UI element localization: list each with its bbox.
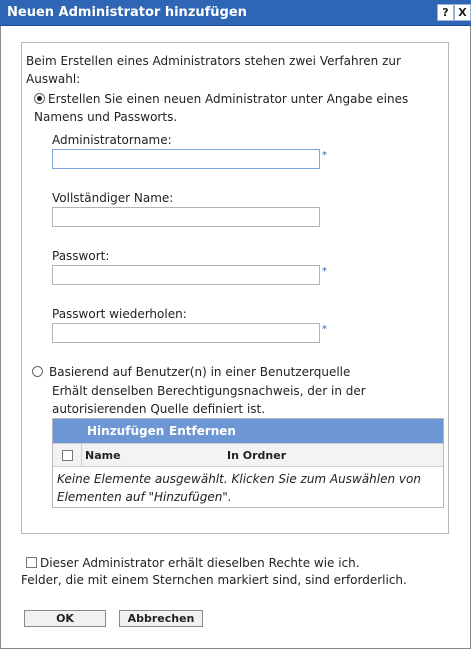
user-selection-grid [52,418,444,508]
user-source-description: Erhält denselben Berechtigungsnachweis, der in der autorisierenden Quelle definiert ist. [52,384,366,416]
password-required-marker: * [322,266,327,277]
help-icon[interactable]: ? [437,4,454,21]
intro-text: Beim Erstellen eines Administrators stehen zwei Verfahren zur Auswahl: [26,54,401,86]
ok-button[interactable]: OK [24,610,106,627]
required-footnote: Felder, die mit einem Sternchen markiert sind, sind erforderlich. [21,573,407,587]
column-header-name[interactable]: Name [85,449,121,462]
close-icon[interactable]: X [454,4,471,21]
admin-name-label: Administratorname: [52,133,172,147]
admin-name-required-marker: * [322,150,327,161]
radio-new-admin-label[interactable]: Erstellen Sie einen neuen Administrator unter Angabe eines Namens und Passworts. [34,92,409,124]
window-titlebar [0,0,471,26]
window-title: Neuen Administrator hinzufügen [7,5,247,20]
password-repeat-input[interactable] [52,323,320,343]
password-repeat-required-marker: * [322,324,327,335]
column-header-folder[interactable]: In Ordner [227,449,287,462]
admin-name-input[interactable] [52,149,320,169]
password-repeat-label: Passwort wiederholen: [52,307,187,321]
add-button[interactable]: Hinzufügen [87,424,165,438]
remove-button[interactable]: Entfernen [169,424,236,438]
password-label: Passwort: [52,249,110,263]
same-rights-checkbox[interactable] [26,557,37,568]
radio-user-source-label[interactable]: Basierend auf Benutzer(n) in einer Benutzerquelle [49,365,351,379]
cancel-button[interactable]: Abbrechen [119,610,203,627]
full-name-label: Vollständiger Name: [52,191,174,205]
grid-toolbar [53,419,443,443]
radio-user-source[interactable] [32,366,43,377]
select-all-checkbox[interactable] [62,450,73,461]
password-input[interactable] [52,265,320,285]
grid-header [53,443,443,467]
full-name-input[interactable] [52,207,320,227]
same-rights-label[interactable]: Dieser Administrator erhält dieselben Rechte wie ich. [40,556,360,570]
grid-empty-message: Keine Elemente ausgewählt. Klicken Sie zum Auswählen von Elementen auf "Hinzufügen". [57,472,421,504]
column-divider [81,444,82,466]
